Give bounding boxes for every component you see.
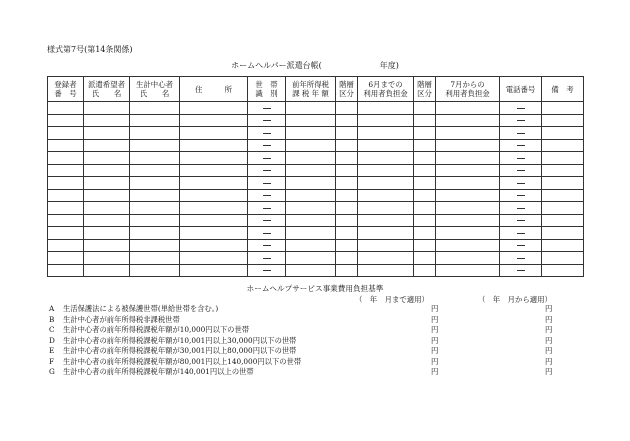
table-cell[interactable] — [130, 164, 180, 177]
column-header-line: 生計中心者 — [136, 80, 173, 89]
table-cell[interactable] — [542, 139, 584, 152]
table-cell[interactable] — [542, 189, 584, 202]
table-row — [48, 139, 584, 152]
dash-mark — [517, 220, 525, 221]
column-header-line: 課 税 年 額 — [292, 89, 329, 98]
table-cell[interactable] — [84, 114, 130, 127]
table-cell[interactable] — [436, 114, 500, 127]
table-cell[interactable] — [500, 227, 542, 240]
column-header — [436, 77, 500, 102]
table-cell[interactable] — [180, 264, 248, 277]
table-cell[interactable] — [286, 164, 336, 177]
table-cell[interactable] — [248, 214, 286, 227]
dash-mark — [517, 170, 525, 171]
dash-mark — [263, 133, 271, 134]
table-cell[interactable] — [84, 127, 130, 140]
table-cell[interactable] — [180, 114, 248, 127]
column-header-line: 電話番号 — [505, 84, 536, 94]
table-cell[interactable] — [436, 202, 500, 215]
yen-unit-until: 円 — [431, 325, 439, 334]
dash-mark — [263, 108, 271, 109]
table-row — [48, 202, 584, 215]
table-cell[interactable] — [48, 214, 84, 227]
table-cell[interactable] — [542, 102, 584, 115]
table-cell[interactable] — [48, 264, 84, 277]
table-cell[interactable] — [180, 214, 248, 227]
table-cell[interactable] — [414, 152, 436, 165]
table-row — [48, 177, 584, 190]
criteria-item — [47, 304, 583, 315]
table-cell[interactable] — [48, 127, 84, 140]
table-cell[interactable] — [542, 177, 584, 190]
criteria-description: 生計中心者の前年所得税課税年額が30,001円以上80,000円以下の世帯 — [63, 346, 297, 355]
table-cell[interactable] — [358, 152, 414, 165]
table-cell[interactable] — [500, 177, 542, 190]
column-header-line: 7月からの — [450, 80, 485, 89]
table-cell[interactable] — [500, 139, 542, 152]
table-cell[interactable] — [130, 239, 180, 252]
dash-mark — [517, 233, 525, 234]
table-cell[interactable] — [130, 227, 180, 240]
column-header-line: 階層 — [417, 80, 432, 89]
column-header — [180, 77, 248, 102]
table-cell[interactable] — [180, 177, 248, 190]
table-cell[interactable] — [336, 127, 358, 140]
table-cell[interactable] — [436, 189, 500, 202]
table-cell[interactable] — [336, 114, 358, 127]
table-cell[interactable] — [48, 177, 84, 190]
yen-unit-until: 円 — [431, 356, 439, 366]
table-row — [48, 127, 584, 140]
table-cell[interactable] — [414, 214, 436, 227]
table-cell[interactable] — [358, 164, 414, 177]
table-cell[interactable] — [336, 102, 358, 115]
table-cell[interactable] — [248, 139, 286, 152]
table-cell[interactable] — [414, 127, 436, 140]
criteria-item — [47, 367, 583, 378]
criteria-description: 生計中心者の前年所得税課税年額が10,000円以下の世帯 — [63, 325, 250, 334]
table-cell[interactable] — [500, 164, 542, 177]
table-cell[interactable] — [84, 202, 130, 215]
table-cell[interactable] — [414, 164, 436, 177]
table-cell[interactable] — [248, 127, 286, 140]
yen-unit-until: 円 — [431, 367, 439, 376]
table-cell[interactable] — [542, 239, 584, 252]
table-cell[interactable] — [180, 252, 248, 265]
table-cell[interactable] — [436, 139, 500, 152]
table-cell[interactable] — [180, 164, 248, 177]
table-cell[interactable] — [358, 252, 414, 265]
table-row — [48, 164, 584, 177]
table-cell[interactable] — [286, 127, 336, 140]
yen-unit-from: 円 — [545, 335, 553, 345]
table-cell[interactable] — [358, 214, 414, 227]
table-cell[interactable] — [336, 139, 358, 152]
table-row — [48, 252, 584, 265]
table-cell[interactable] — [84, 227, 130, 240]
table-cell[interactable] — [542, 164, 584, 177]
table-cell[interactable] — [336, 227, 358, 240]
table-cell[interactable] — [500, 264, 542, 277]
yen-unit-from: 円 — [545, 367, 553, 376]
table-cell[interactable] — [84, 214, 130, 227]
column-header — [358, 77, 414, 102]
table-row — [48, 102, 584, 115]
column-header-line: 番 号 — [54, 89, 77, 98]
criteria-description: 生計中心者の前年所得税課税年額が80,001円以上140,000円以下の世帯 — [63, 356, 302, 366]
table-cell[interactable] — [248, 239, 286, 252]
table-cell[interactable] — [180, 127, 248, 140]
dash-mark — [263, 145, 271, 146]
table-cell[interactable] — [248, 164, 286, 177]
column-header-line: 氏 名 — [139, 89, 170, 98]
table-cell[interactable] — [248, 264, 286, 277]
table-row — [48, 264, 584, 277]
table-cell[interactable] — [130, 127, 180, 140]
table-cell[interactable] — [500, 189, 542, 202]
dash-mark — [263, 183, 271, 184]
table-cell[interactable] — [286, 139, 336, 152]
dash-mark — [517, 145, 525, 146]
table-cell[interactable] — [336, 264, 358, 277]
table-cell[interactable] — [336, 189, 358, 202]
table-cell[interactable] — [336, 177, 358, 190]
dash-mark — [517, 133, 525, 134]
table-cell[interactable] — [48, 139, 84, 152]
dash-mark — [263, 195, 271, 196]
table-row — [48, 114, 584, 127]
table-cell[interactable] — [436, 239, 500, 252]
table-cell[interactable] — [48, 202, 84, 215]
table-cell[interactable] — [358, 127, 414, 140]
table-cell[interactable] — [286, 152, 336, 165]
criteria-list — [47, 304, 583, 378]
criteria-code: B — [49, 314, 55, 324]
column-header-line: 氏 名 — [91, 89, 122, 98]
ledger-body — [48, 102, 584, 277]
title-left: ホームヘルパー派遣台帳( — [231, 61, 322, 70]
column-header — [500, 77, 542, 102]
table-row — [48, 189, 584, 202]
table-cell[interactable] — [358, 239, 414, 252]
table-cell[interactable] — [500, 214, 542, 227]
table-cell[interactable] — [248, 189, 286, 202]
table-cell[interactable] — [286, 114, 336, 127]
table-cell[interactable] — [500, 252, 542, 265]
yen-unit-from: 円 — [545, 314, 553, 324]
table-cell[interactable] — [336, 164, 358, 177]
column-header — [48, 77, 84, 102]
column-header-line: 区分 — [339, 89, 354, 98]
table-cell[interactable] — [84, 239, 130, 252]
table-cell[interactable] — [180, 139, 248, 152]
table-cell[interactable] — [336, 202, 358, 215]
table-cell[interactable] — [542, 127, 584, 140]
dash-mark — [517, 183, 525, 184]
table-cell[interactable] — [180, 189, 248, 202]
table-cell[interactable] — [542, 114, 584, 127]
yen-unit-until: 円 — [431, 335, 439, 345]
table-cell[interactable] — [48, 239, 84, 252]
table-cell[interactable] — [130, 152, 180, 165]
criteria-item — [47, 346, 583, 357]
criteria-description: 生計中心者が前年所得税非課税世帯 — [63, 314, 180, 324]
table-cell[interactable] — [358, 114, 414, 127]
table-cell[interactable] — [180, 102, 248, 115]
dash-mark — [263, 208, 271, 209]
column-header-line: 識 別 — [255, 89, 278, 98]
table-cell[interactable] — [84, 164, 130, 177]
table-cell[interactable] — [500, 202, 542, 215]
column-header — [130, 77, 180, 102]
table-cell[interactable] — [130, 189, 180, 202]
column-header — [336, 77, 358, 102]
table-cell[interactable] — [358, 202, 414, 215]
table-cell[interactable] — [248, 252, 286, 265]
table-cell[interactable] — [358, 177, 414, 190]
dash-mark — [517, 158, 525, 159]
dash-mark — [517, 108, 525, 109]
table-cell[interactable] — [542, 252, 584, 265]
dash-mark — [263, 170, 271, 171]
form-number: 様式第7号(第14条関係) — [47, 45, 133, 54]
column-header-line: 利用者負担金 — [363, 89, 408, 98]
table-cell[interactable] — [436, 177, 500, 190]
table-cell[interactable] — [130, 139, 180, 152]
title-right: 年度) — [379, 61, 399, 70]
yen-unit-from: 円 — [545, 346, 553, 355]
table-cell[interactable] — [436, 102, 500, 115]
column-header-line: 派遣希望者 — [88, 80, 125, 89]
table-cell[interactable] — [436, 152, 500, 165]
criteria-item — [47, 357, 583, 368]
table-cell[interactable] — [414, 264, 436, 277]
dash-mark — [263, 220, 271, 221]
column-header-line: 登録者 — [54, 80, 77, 89]
column-header-line: 前年所得税 — [292, 80, 329, 89]
criteria-item — [47, 336, 583, 347]
table-cell[interactable] — [542, 264, 584, 277]
criteria-code: C — [49, 325, 55, 334]
table-cell[interactable] — [436, 252, 500, 265]
table-cell[interactable] — [130, 102, 180, 115]
period-until: （ 年 月まで適用） — [355, 295, 429, 304]
table-cell[interactable] — [500, 102, 542, 115]
criteria-item — [47, 325, 583, 336]
criteria-code: G — [49, 367, 55, 376]
table-cell[interactable] — [286, 214, 336, 227]
table-row — [48, 239, 584, 252]
dash-mark — [517, 270, 525, 271]
table-cell[interactable] — [84, 189, 130, 202]
table-cell[interactable] — [436, 164, 500, 177]
table-cell[interactable] — [130, 114, 180, 127]
table-cell[interactable] — [500, 114, 542, 127]
table-cell[interactable] — [48, 227, 84, 240]
table-cell[interactable] — [436, 127, 500, 140]
document-title — [0, 60, 630, 71]
table-cell[interactable] — [48, 252, 84, 265]
column-header-line: 区分 — [417, 89, 432, 98]
table-cell[interactable] — [414, 102, 436, 115]
column-header — [414, 77, 436, 102]
table-row — [48, 227, 584, 240]
criteria-description: 生活保護法による被保護世帯(単給世帯を含む。) — [63, 304, 219, 313]
yen-unit-from: 円 — [545, 304, 553, 313]
table-cell[interactable] — [336, 214, 358, 227]
table-cell[interactable] — [358, 139, 414, 152]
table-cell[interactable] — [358, 102, 414, 115]
table-cell[interactable] — [180, 227, 248, 240]
table-row — [48, 214, 584, 227]
table-cell[interactable] — [336, 239, 358, 252]
criteria-description: 生計中心者の前年所得税課税年額が10,001円以上30,000円以下の世帯 — [63, 335, 297, 345]
column-header — [84, 77, 130, 102]
table-cell[interactable] — [286, 264, 336, 277]
table-cell[interactable] — [130, 252, 180, 265]
ledger-table — [47, 76, 584, 277]
table-cell[interactable] — [286, 189, 336, 202]
table-cell[interactable] — [358, 264, 414, 277]
criteria-item — [47, 315, 583, 326]
table-cell[interactable] — [248, 114, 286, 127]
table-cell[interactable] — [436, 227, 500, 240]
dash-mark — [517, 208, 525, 209]
dash-mark — [517, 120, 525, 121]
column-header-line: 利用者負担金 — [445, 89, 490, 98]
table-cell[interactable] — [358, 227, 414, 240]
dash-mark — [263, 233, 271, 234]
table-cell[interactable] — [84, 102, 130, 115]
table-row — [48, 152, 584, 165]
table-cell[interactable] — [130, 202, 180, 215]
column-header-line: 備 考 — [551, 84, 574, 94]
yen-unit-until: 円 — [431, 346, 439, 355]
table-cell[interactable] — [248, 177, 286, 190]
table-cell[interactable] — [500, 152, 542, 165]
dash-mark — [263, 158, 271, 159]
table-cell[interactable] — [542, 152, 584, 165]
period-from: （ 年 月から適用） — [478, 295, 552, 304]
criteria-code: E — [49, 346, 55, 355]
table-cell[interactable] — [248, 152, 286, 165]
table-cell[interactable] — [542, 202, 584, 215]
yen-unit-from: 円 — [545, 325, 553, 334]
table-cell[interactable] — [286, 177, 336, 190]
table-cell[interactable] — [436, 264, 500, 277]
table-cell[interactable] — [358, 189, 414, 202]
table-cell[interactable] — [414, 202, 436, 215]
column-header — [542, 77, 584, 102]
criteria-description: 生計中心者の前年所得税課税年額が140,001円以上の世帯 — [63, 367, 254, 376]
table-cell[interactable] — [84, 139, 130, 152]
table-cell[interactable] — [500, 239, 542, 252]
table-cell[interactable] — [248, 202, 286, 215]
table-cell[interactable] — [436, 214, 500, 227]
table-cell[interactable] — [336, 152, 358, 165]
table-cell[interactable] — [414, 139, 436, 152]
table-cell[interactable] — [414, 252, 436, 265]
dash-mark — [517, 245, 525, 246]
table-cell[interactable] — [500, 127, 542, 140]
column-header-line: 階層 — [339, 80, 354, 89]
table-cell[interactable] — [286, 239, 336, 252]
column-header-line: 6月までの — [368, 80, 403, 89]
column-header — [248, 77, 286, 102]
table-cell[interactable] — [84, 252, 130, 265]
table-cell[interactable] — [130, 177, 180, 190]
table-cell[interactable] — [48, 152, 84, 165]
dash-mark — [263, 120, 271, 121]
table-cell[interactable] — [48, 189, 84, 202]
dash-mark — [517, 258, 525, 259]
dash-mark — [263, 258, 271, 259]
table-cell[interactable] — [414, 114, 436, 127]
table-cell[interactable] — [286, 102, 336, 115]
column-header-line: 世 帯 — [255, 80, 278, 89]
table-cell[interactable] — [286, 227, 336, 240]
header-row — [48, 77, 584, 102]
table-cell[interactable] — [414, 189, 436, 202]
criteria-code: A — [49, 304, 55, 313]
table-cell[interactable] — [248, 102, 286, 115]
dash-mark — [517, 195, 525, 196]
table-cell[interactable] — [180, 202, 248, 215]
column-header — [286, 77, 336, 102]
table-cell[interactable] — [130, 264, 180, 277]
table-cell[interactable] — [286, 202, 336, 215]
table-cell[interactable] — [414, 227, 436, 240]
section-title: ホームヘルプサービス事業費用負担基準 — [246, 284, 384, 293]
table-cell[interactable] — [414, 177, 436, 190]
dash-mark — [263, 245, 271, 246]
criteria-code: F — [49, 356, 55, 366]
column-header-line: 住 所 — [195, 84, 232, 94]
table-cell[interactable] — [130, 214, 180, 227]
table-cell[interactable] — [414, 239, 436, 252]
criteria-code: D — [49, 335, 55, 345]
yen-unit-from: 円 — [545, 356, 553, 366]
table-cell[interactable] — [180, 152, 248, 165]
table-cell[interactable] — [48, 102, 84, 115]
table-cell[interactable] — [180, 239, 248, 252]
table-cell[interactable] — [542, 227, 584, 240]
table-cell[interactable] — [84, 177, 130, 190]
table-cell[interactable] — [336, 252, 358, 265]
table-cell[interactable] — [84, 264, 130, 277]
dash-mark — [263, 270, 271, 271]
yen-unit-until: 円 — [431, 304, 439, 313]
table-cell[interactable] — [48, 164, 84, 177]
table-cell[interactable] — [542, 214, 584, 227]
table-cell[interactable] — [248, 227, 286, 240]
table-cell[interactable] — [286, 252, 336, 265]
yen-unit-until: 円 — [431, 314, 439, 324]
table-cell[interactable] — [84, 152, 130, 165]
table-cell[interactable] — [48, 114, 84, 127]
